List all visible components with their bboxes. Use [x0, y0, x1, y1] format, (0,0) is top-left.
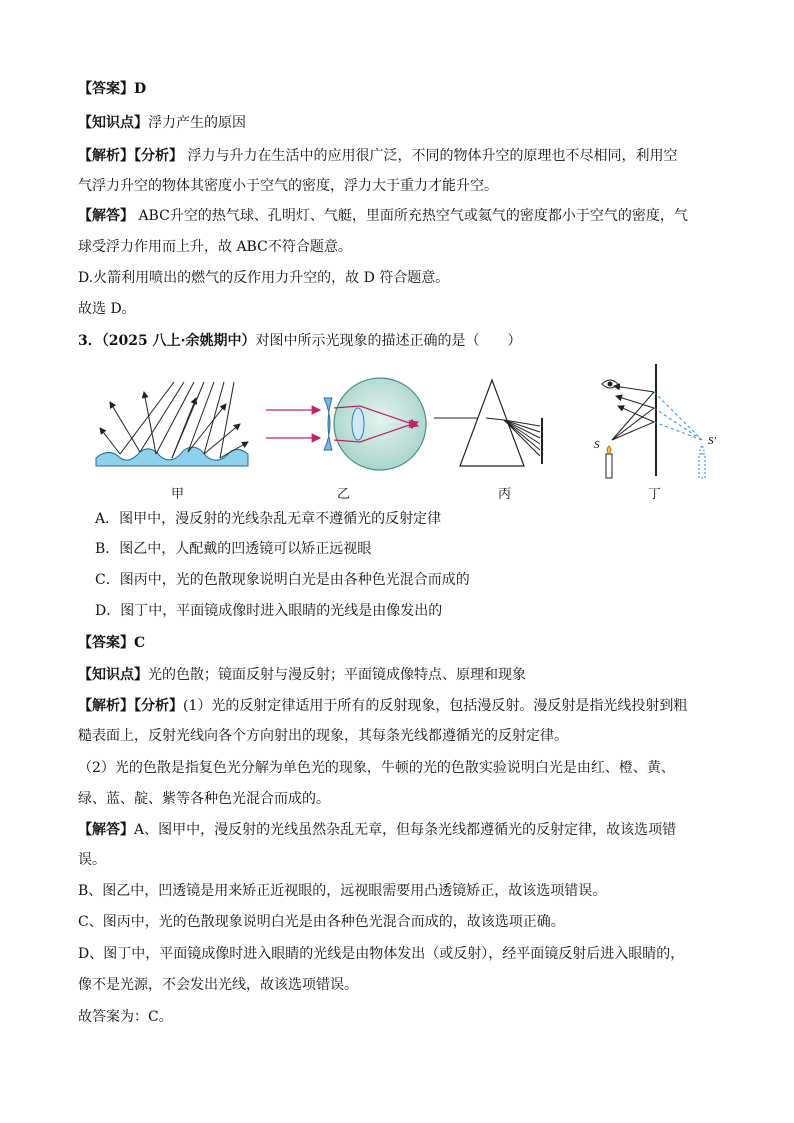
solution2-line-b: B、图乙中，凹透镜是用来矫正近视眼的，远视眼需要用凸透镜矫正，故该选项错误。	[78, 883, 607, 899]
option-c: C．图丙中，光的色散现象说明白光是由各种色光混合而成的	[95, 572, 470, 588]
solution2-line-d: D、图丁中，平面镜成像时进入眼睛的光线是由物体发出（或反射），经平面镜反射后进入眼睛的，	[78, 946, 685, 962]
knowledge-line-2: 【知识点】光的色散；镜面反射与漫反射；平面镜成像特点、原理和现象	[78, 667, 526, 683]
caption-jia: 甲	[171, 487, 185, 502]
caption-ding: 丁	[648, 487, 662, 502]
final-answer: 故选 D。	[78, 301, 136, 317]
solution-line-2: 球受浮力作用而上升，故 ABC不符合题意。	[78, 239, 352, 255]
analysis2-line-3: （2）光的色散是指复色光分解为单色光的现象，牛顿的光的色散实验说明白光是由红、橙、黄、	[78, 760, 675, 776]
plane-mirror-diagram	[594, 364, 717, 478]
solution2-line-d2: 像不是光源，不会发出光线，故该选项错误。	[78, 977, 358, 993]
eye-concave-lens-diagram	[266, 378, 426, 470]
caption-bing: 丙	[498, 487, 512, 502]
diffuse-reflection-diagram	[96, 382, 248, 466]
option-d: D．图丁中，平面镜成像时进入眼睛的光线是由像发出的	[95, 603, 443, 619]
analysis2-line-2: 糙表面上，反射光线向各个方向射出的现象，其每条光线都遵循光的反射定律。	[78, 728, 568, 744]
option-a: A．图甲中，漫反射的光线杂乱无章不遵循光的反射定律	[95, 511, 442, 527]
analysis2-line: 【解析】【分析】(1）光的反射定律适用于所有的反射现象，包括漫反射。漫反射是指光线投射到粗	[78, 698, 688, 714]
solution-line-3: D.火箭利用喷出的燃气的反作用力升空的，故 D 符合题意。	[78, 270, 450, 286]
analysis-line-2: 气浮力升空的物体其密度小于空气的密度，浮力大于重力才能升空。	[78, 178, 498, 194]
analysis2-line-4: 绿、蓝、靛、紫等各种色光混合而成的。	[78, 791, 330, 807]
optics-figure	[88, 362, 728, 502]
answer-line-2: 【答案】C	[78, 635, 146, 651]
solution2-line-2: 误。	[78, 852, 106, 868]
solution2-line-c: C、图丙中，光的色散现象说明白光是由各种色光混合而成的，故该选项正确。	[78, 914, 565, 930]
label-s-prime: S′	[708, 435, 716, 447]
solution-line: 【解答】 ABC升空的热气球、孔明灯、气艇，里面所充热空气或氦气的密度都小于空气的密度，气	[78, 208, 688, 224]
prism-dispersion-diagram	[434, 380, 542, 466]
option-b: B．图乙中，人配戴的凹透镜可以矫正远视眼	[95, 541, 372, 557]
answer-line: 【答案】D	[78, 81, 147, 97]
knowledge-line: 【知识点】浮力产生的原因	[78, 115, 246, 131]
question-stem: 3．（2025 八上·余姚期中）对图中所示光现象的描述正确的是（ ）	[78, 333, 522, 349]
final-answer-2: 故答案为：C。	[78, 1009, 173, 1025]
analysis-line: 【解析】【分析】 浮力与升力在生活中的应用很广泛，不同的物体升空的原理也不尽相同，利用空	[78, 148, 678, 164]
label-s: S	[594, 439, 600, 451]
solution2-line: 【解答】A、图甲中，漫反射的光线虽然杂乱无章，但每条光线都遵循光的反射定律，故该选项错	[78, 822, 677, 838]
caption-yi: 乙	[337, 487, 351, 502]
